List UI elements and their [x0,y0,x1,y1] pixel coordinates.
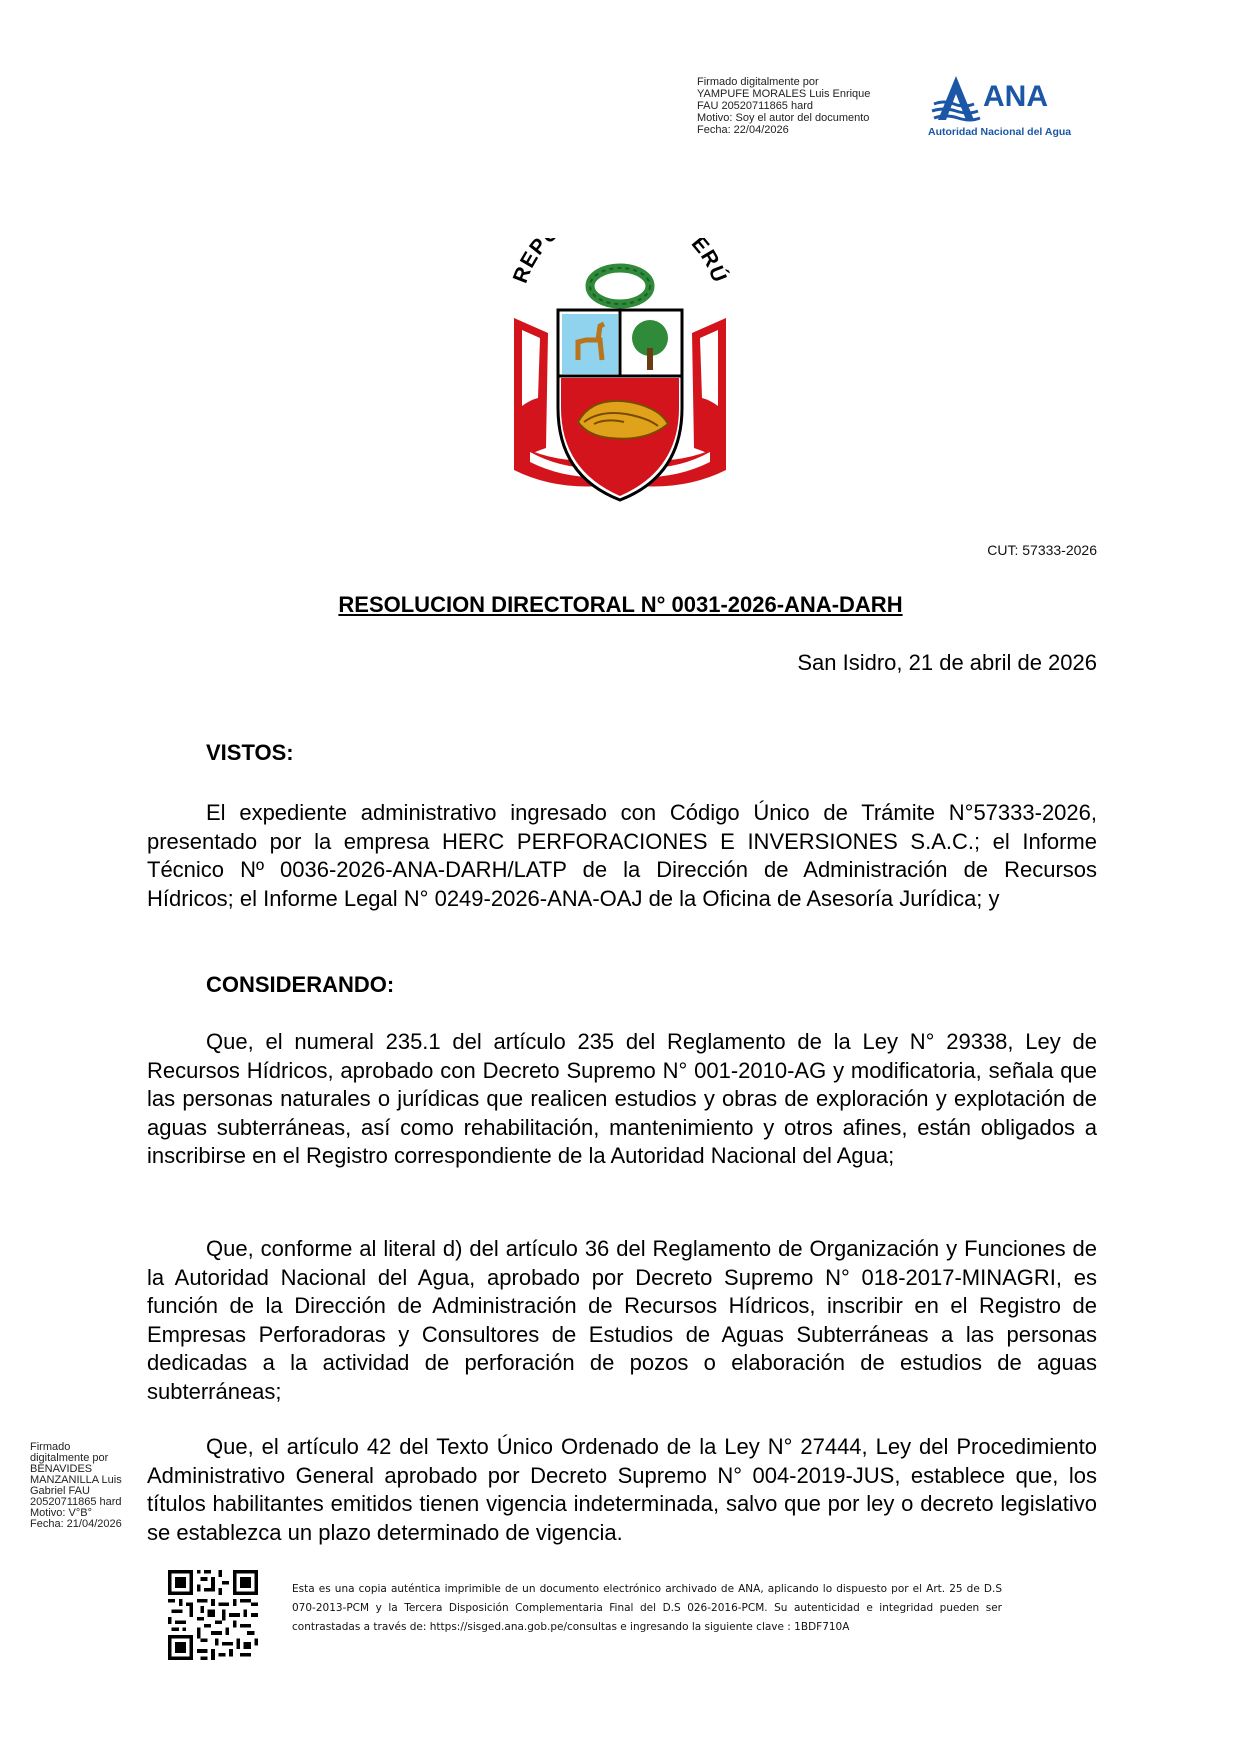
signature-line: digitalmente por [30,1452,109,1464]
considerando-heading: CONSIDERANDO: [206,972,395,997]
digital-signature-top [697,76,927,136]
paragraph-text: Que, conforme al literal d) del artículo 36 del Reglamento de Organización y Funciones de la Autoridad Nacional del Agua, aprobado por Decreto Supremo N° 018-2017-MINAGRI, es función de la Dirección de Administración de Recursos Hídricos, inscribir en el Registro de Empresas Perforadoras y Consultores de Estudios de Aguas Subterráneas a las personas dedicadas a la actividad de perforación de pozos o elaboración de estudios de aguas subterráneas; [147,1236,1097,1404]
signature-line: Firmado [30,1441,71,1453]
digital-signature-left [30,1442,145,1530]
ana-logo-text: ANA [983,80,1048,113]
coat-of-arms-icon [500,238,740,518]
emblem-arc-text: REP ERÚ [508,238,732,287]
signature-line: Motivo: V°B° [30,1507,92,1519]
authenticity-note: Esta es una copia auténtica imprimible de un documento electrónico archivado de ANA, aplicando lo dispuesto por el Art. 25 de D.S 070-2013-PCM y la Tercera Disposición Complementaria Final del D.S 026-2016-PCM. Su autenticidad e integridad pueden ser contrastadas a través de: https://sisged.ana.gob.pe/consultas e ingresando la siguiente clave : 1BDF710A [292,1583,1002,1633]
vistos-heading: VISTOS: [206,740,294,765]
cut-number: CUT: 57333-2026 [987,542,1097,558]
signature-line: Gabriel FAU [30,1485,90,1497]
ana-logo-subtitle: Autoridad Nacional del Agua [928,126,1072,138]
signature-line: 20520711865 hard [30,1496,122,1508]
considerando-paragraph-1 [147,1028,1097,1171]
paragraph-text: Que, el numeral 235.1 del artículo 235 del Reglamento de la Ley N° 29338, Ley de Recursos Hídricos, aprobado con Decreto Supremo N° 001-2010-AG y modificatoria, señala que las personas naturales o jurídicas que realicen estudios y obras de exploración y explotación de aguas subterráneas, así como rehabilitación, mantenimiento y otros afines, están obligados a inscribirse en el Registro correspondiente de la Autoridad Nacional del Agua; [147,1029,1097,1168]
vistos-text: El expediente administrativo ingresado con Código Único de Trámite N°57333-2026, presentado por la empresa HERC PERFORACIONES E INVERSIONES S.A.C.; el Informe Técnico Nº 0036-2026-ANA-DARH/LATP de la Dirección de Administración de Recursos Hídricos; el Informe Legal N° 0249-2026-ANA-OAJ de la Oficina de Asesoría Jurídica; y [147,800,1097,911]
qr-code [168,1570,258,1660]
signature-line: Fecha: 21/04/2026 [30,1518,122,1530]
national-emblem [500,238,740,518]
ana-drop-icon [930,74,982,126]
svg-text:REPÚBLICA DEL PERÚ [509,238,732,286]
place-and-date: San Isidro, 21 de abril de 2026 [797,650,1097,675]
signature-line: MANZANILLA Luis [30,1474,122,1486]
qr-code-icon [168,1570,258,1660]
paragraph-text: Que, el artículo 42 del Texto Único Ordenado de la Ley N° 27444, Ley del Procedimiento Administrativo General aprobado por Decreto Supremo N° 004-2019-JUS, establece que, los títulos habilitantes emitidos tienen vigencia indeterminada, salvo que por ley o decreto legislativo se establezca un plazo determinado de vigencia. [147,1434,1097,1545]
considerando-paragraph-2 [147,1235,1097,1406]
signature-line: BENAVIDES [30,1463,93,1475]
signature-line: FAU 20520711865 hard [697,100,813,112]
vistos-paragraph [147,799,1097,913]
considerando-paragraph-3 [147,1433,1097,1547]
signature-line: Motivo: Soy el autor del documento [697,112,870,124]
ana-logo [928,74,1078,146]
signature-line: Firmado digitalmente por [697,76,819,88]
signature-line: Fecha: 22/04/2026 [697,124,789,136]
resolution-title: RESOLUCION DIRECTORAL N° 0031-2026-ANA-DARH [338,592,903,617]
signature-line: YAMPUFE MORALES Luis Enrique [697,88,871,100]
